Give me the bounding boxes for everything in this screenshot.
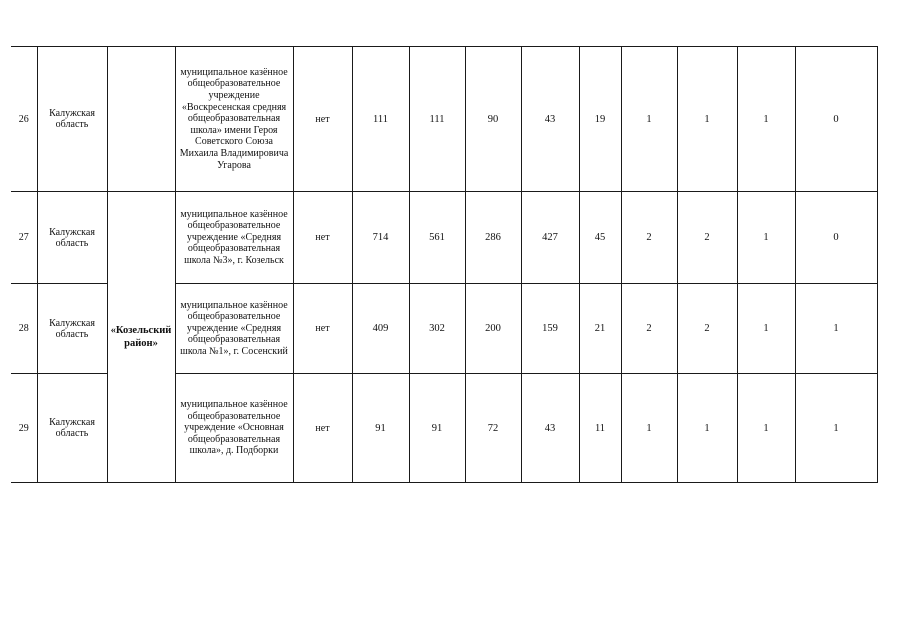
schools-table <box>11 46 878 483</box>
document-page <box>11 46 877 483</box>
organization-cell: муниципальное казённое общеобразовательное учреждение «Основная общеобразовательная школа», д. Подборки <box>175 374 293 483</box>
cell-c10: 1 <box>795 374 877 483</box>
cell-c1: нет <box>293 192 352 284</box>
cell-c8: 2 <box>677 192 737 284</box>
cell-c8: 2 <box>677 284 737 374</box>
cell-c4: 90 <box>465 47 521 192</box>
cell-c9: 1 <box>737 374 795 483</box>
cell-c3: 111 <box>409 47 465 192</box>
region-cell: Калужская область <box>37 192 107 284</box>
cell-c5: 427 <box>521 192 579 284</box>
cell-c4: 286 <box>465 192 521 284</box>
cell-c9: 1 <box>737 192 795 284</box>
cell-c7: 2 <box>621 284 677 374</box>
organization-cell: муниципальное казённое общеобразовательное учреждение «Воскресенская средняя общеобразовательная школа» имени Героя Советского Союза Михаила Владимировича Угарова <box>175 47 293 192</box>
cell-c7: 1 <box>621 374 677 483</box>
cell-c6: 21 <box>579 284 621 374</box>
district-cell: «Козельский район» <box>107 192 175 483</box>
region-cell: Калужская область <box>37 284 107 374</box>
row-number: 28 <box>11 284 37 374</box>
table-row <box>11 192 877 284</box>
region-cell: Калужская область <box>37 47 107 192</box>
cell-c4: 72 <box>465 374 521 483</box>
organization-cell: муниципальное казённое общеобразовательное учреждение «Средняя общеобразовательная школа №1», г. Сосенский <box>175 284 293 374</box>
cell-c6: 11 <box>579 374 621 483</box>
cell-c3: 561 <box>409 192 465 284</box>
cell-c5: 159 <box>521 284 579 374</box>
cell-c2: 91 <box>352 374 409 483</box>
cell-c10: 1 <box>795 284 877 374</box>
cell-c1: нет <box>293 284 352 374</box>
row-number: 27 <box>11 192 37 284</box>
cell-c9: 1 <box>737 47 795 192</box>
cell-c1: нет <box>293 374 352 483</box>
table-row <box>11 47 877 192</box>
cell-c3: 302 <box>409 284 465 374</box>
row-number: 26 <box>11 47 37 192</box>
cell-c2: 409 <box>352 284 409 374</box>
row-number: 29 <box>11 374 37 483</box>
cell-c8: 1 <box>677 47 737 192</box>
district-cell-top <box>107 47 175 192</box>
cell-c10: 0 <box>795 192 877 284</box>
cell-c2: 714 <box>352 192 409 284</box>
organization-cell: муниципальное казённое общеобразовательное учреждение «Средняя общеобразовательная школа №3», г. Козельск <box>175 192 293 284</box>
cell-c6: 45 <box>579 192 621 284</box>
region-cell: Калужская область <box>37 374 107 483</box>
cell-c6: 19 <box>579 47 621 192</box>
cell-c4: 200 <box>465 284 521 374</box>
cell-c8: 1 <box>677 374 737 483</box>
cell-c7: 1 <box>621 47 677 192</box>
cell-c2: 111 <box>352 47 409 192</box>
cell-c3: 91 <box>409 374 465 483</box>
cell-c9: 1 <box>737 284 795 374</box>
cell-c5: 43 <box>521 374 579 483</box>
cell-c7: 2 <box>621 192 677 284</box>
cell-c5: 43 <box>521 47 579 192</box>
cell-c10: 0 <box>795 47 877 192</box>
cell-c1: нет <box>293 47 352 192</box>
